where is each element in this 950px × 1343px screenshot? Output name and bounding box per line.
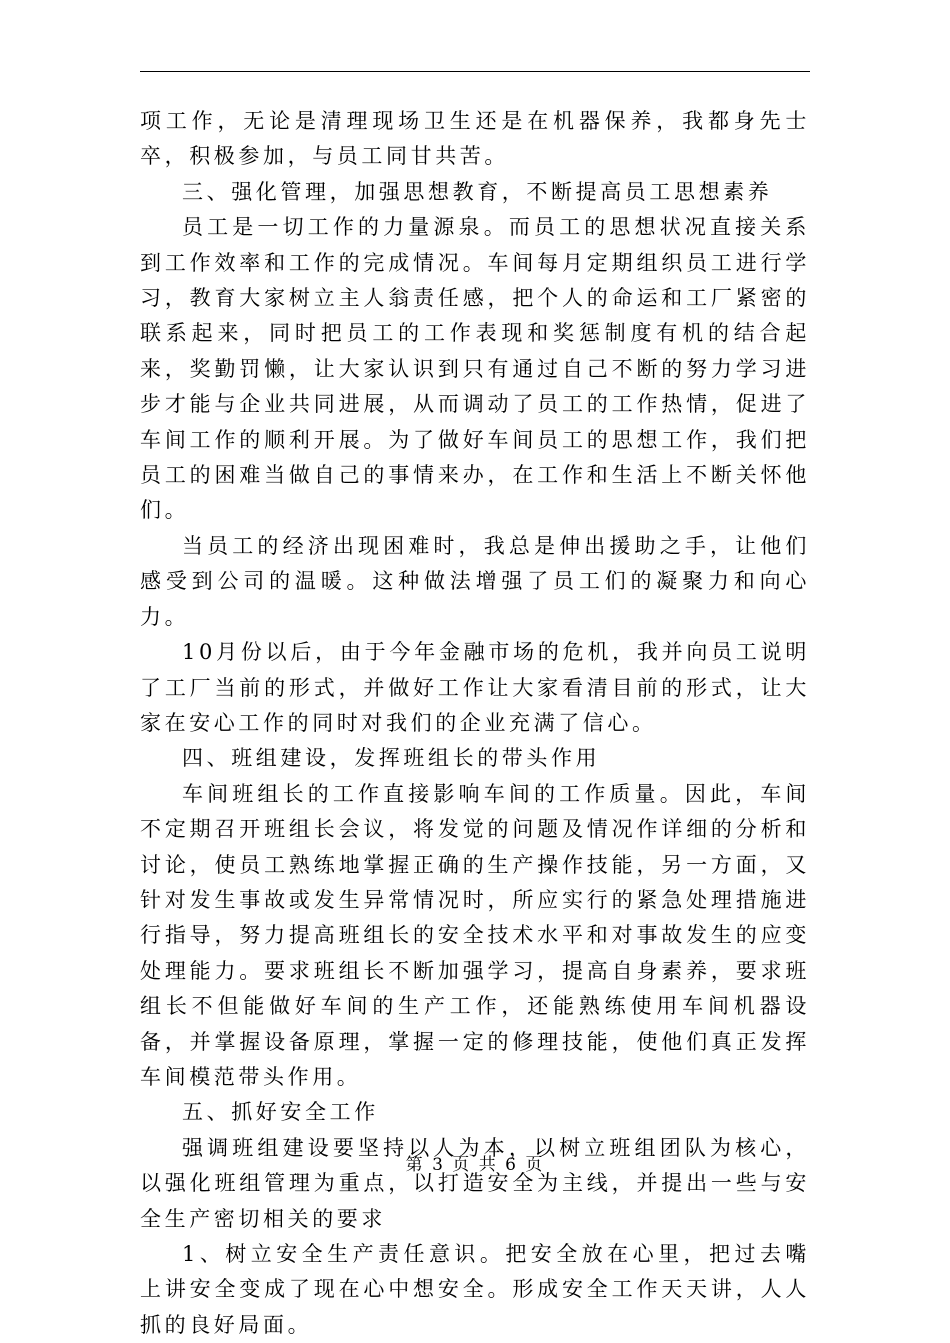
paragraph: 10月份以后，由于今年金融市场的危机，我并向员工说明了工厂当前的形式，并做好工作让大家看清目前的形式，让大家在安心工作的同时对我们的企业充满了信心。	[140, 640, 810, 735]
paragraph: 当员工的经济出现困难时，我总是伸出援助之手，让他们感受到公司的温暖。这种做法增强了员工们的凝聚力和向心力。	[140, 533, 810, 629]
header-rule	[140, 71, 810, 72]
section-heading-5: 五、抓好安全工作	[182, 1100, 379, 1125]
paragraph: 车间班组长的工作直接影响车间的工作质量。因此，车间不定期召开班组长会议，将发觉的问题及情况作详细的分析和讨论，使员工熟练地掌握正确的生产操作技能，另一方面，又针对发生事故或发生异常情况时，所应实行的紧急处理措施进行指导，努力提高班组长的安全技术水平和对事故发生的应变处理能力。要求班组长不断加强学习，提高自身素养，要求班组长不但能做好车间的生产工作，还能熟练使用车间机器设备，并掌握设备原理，掌握一定的修理技能，使他们真正发挥车间模范带头作用。	[140, 781, 810, 1089]
paragraph-continuation: 项工作，无论是清理现场卫生还是在机器保养，我都身先士卒，积极参加，与员工同甘共苦。	[140, 109, 810, 169]
section-heading-4: 四、班组建设，发挥班组长的带头作用	[182, 746, 601, 771]
section-heading-3: 三、强化管理，加强思想教育，不断提高员工思想素养	[182, 179, 773, 204]
paragraph: 1、树立安全生产责任意识。把安全放在心里，把过去嘴上讲安全变成了现在心中想安全。形成安全工作天天讲，人人抓的良好局面。	[140, 1242, 810, 1337]
paragraph: 强调班组建设要坚持以人为本，以树立班组团队为核心，以强化班组管理为重点，以打造安全为主线，并提出一些与安全生产密切相关的要求	[140, 1135, 810, 1231]
paragraph: 员工是一切工作的力量源泉。而员工的思想状况直接关系到工作效率和工作的完成情况。车间每月定期组织员工进行学习，教育大家树立主人翁责任感，把个人的命运和工厂紧密的联系起来，同时把员工的工作表现和奖惩制度有机的结合起来，奖勤罚懒，让大家认识到只有通过自己不断的努力学习进步才能与企业共同进展，从而调动了员工的工作热情，促进了车间工作的顺利开展。为了做好车间员工的思想工作，我们把员工的困难当做自己的事情来办，在工作和生活上不断关怀他们。	[140, 215, 810, 523]
page-number: 第 3 页 共 6 页	[405, 1155, 545, 1175]
